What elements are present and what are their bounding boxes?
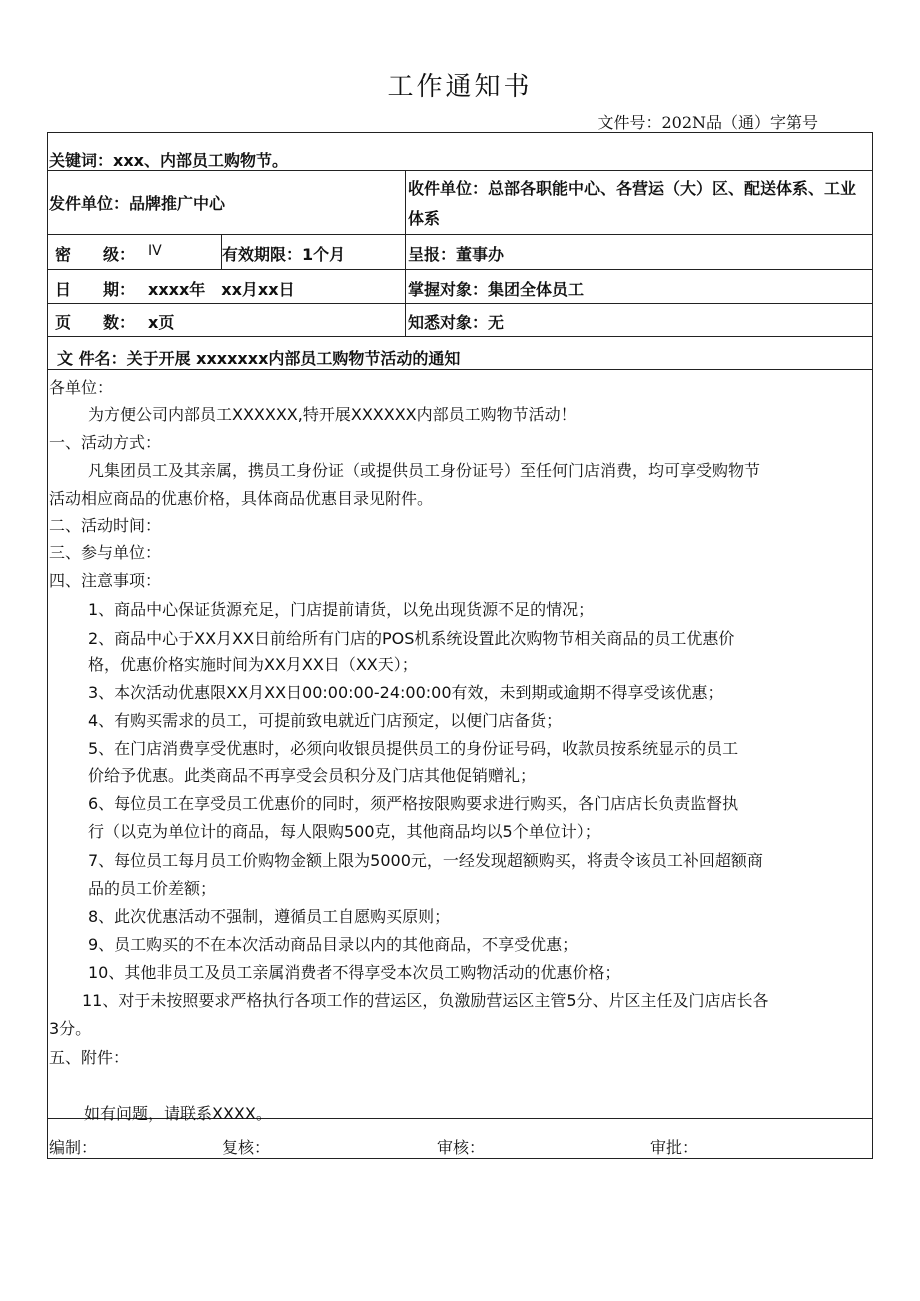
body-line: 四、注意事项：: [49, 571, 162, 590]
body-line: 2、商品中心于XX月XX日前给所有门店的POS机系统设置此次购物节相关商品的员工优惠价: [88, 629, 735, 648]
body-line: 4、有购买需求的员工，可提前致电就近门店预定，以便门店备货；: [88, 711, 563, 730]
body-line: 10、其他非员工及员工亲属消费者不得享受本次员工购物活动的优惠价格；: [88, 963, 621, 982]
body-line: 一、活动方式：: [49, 433, 162, 452]
grasp-cell: 掌握对象：集团全体员工: [408, 280, 585, 299]
footer-approve: 审批：: [650, 1138, 699, 1157]
body-line: 如有问题，请联系XXXX。: [84, 1104, 272, 1123]
body-line: 7、每位员工每月员工价购物金额上限为5000元，一经发现超额购买，将责令该员工补回超额商: [88, 851, 763, 870]
body-line: 3、本次活动优惠限XX月XX日00:00:00-24:00:00有效，未到期或逾期不得享受该优惠；: [88, 683, 724, 702]
body-line: 3分。: [49, 1019, 92, 1038]
keywords-cell: 关键词：xxx、内部员工购物节。: [49, 151, 288, 170]
sender-cell: 发件单位：品牌推广中心: [49, 194, 226, 213]
row-divider: [48, 234, 872, 235]
footer-audit: 审核：: [437, 1138, 486, 1157]
body-line: 1、商品中心保证货源充足，门店提前请货，以免出现货源不足的情况；: [88, 600, 595, 619]
body-line: 为方便公司内部员工XXXXXX,特开展XXXXXX内部员工购物节活动！: [88, 405, 577, 424]
body-line: 品的员工价差额；: [88, 879, 217, 898]
validity-cell: 有效期限：1个月: [222, 245, 346, 264]
pages-label: 页 数：: [55, 313, 136, 332]
date-label: 日 期：: [55, 280, 136, 299]
recipient-cell: 收件单位：总部各职能中心、各营运（大）区、配送体系、工业体系: [408, 179, 857, 228]
report-to-cell: 呈报：董事办: [408, 245, 505, 264]
body-line: 价给予优惠。此类商品不再享受会员积分及门店其他促销赠礼；: [88, 766, 537, 785]
footer-review: 复核：: [222, 1138, 271, 1157]
pages-value: x页: [148, 313, 175, 332]
row-divider: [48, 336, 872, 337]
column-divider: [405, 170, 406, 336]
body-line: 9、员工购买的不在本次活动商品目录以内的其他商品，不享受优惠；: [88, 935, 579, 954]
body-line: 8、此次优惠活动不强制，遵循员工自愿购买原则；: [88, 907, 451, 926]
body-line: 11、对于未按照要求严格执行各项工作的营运区，负激励营运区主管5分、片区主任及门店店长各: [82, 991, 769, 1010]
footer-compile: 编制：: [49, 1138, 98, 1157]
row-divider: [48, 303, 872, 304]
secret-level-label: 密 级：: [55, 245, 136, 264]
secret-level-value: IV: [148, 243, 162, 259]
body-line: 6、每位员工在享受员工优惠价的同时，须严格按限购要求进行购买，各门店店长负责监督执: [88, 794, 739, 813]
row-divider: [48, 269, 872, 270]
body-line: 格，优惠价格实施时间为XX月XX日（XX天）；: [88, 655, 418, 674]
body-line: 凡集团员工及其亲属，携员工身份证（或提供员工身份证号）至任何门店消费，均可享受购物节: [88, 461, 761, 480]
row-divider: [48, 369, 872, 370]
date-value: xxxx年 xx月xx日: [148, 280, 295, 299]
body-line: 三、参与单位：: [49, 543, 162, 562]
body-line: 5、在门店消费享受优惠时，必须向收银员提供员工的身份证号码，收款员按系统显示的员工: [88, 739, 739, 758]
body-line: 活动相应商品的优惠价格，具体商品优惠目录见附件。: [49, 489, 434, 508]
document-number: 文件号：202N品（通）字第号: [597, 113, 818, 132]
body-line: 各单位：: [49, 378, 114, 397]
body-line: 五、附件：: [49, 1048, 130, 1067]
body-line: 行（以克为单位计的商品，每人限购500克，其他商品均以5个单位计）；: [88, 822, 601, 841]
file-name-cell: 文 件名：关于开展 xxxxxxx内部员工购物节活动的通知: [57, 349, 461, 368]
body-line: 二、活动时间：: [49, 516, 162, 535]
page-title: 工作通知书: [387, 72, 533, 102]
aware-cell: 知悉对象：无: [408, 313, 505, 332]
